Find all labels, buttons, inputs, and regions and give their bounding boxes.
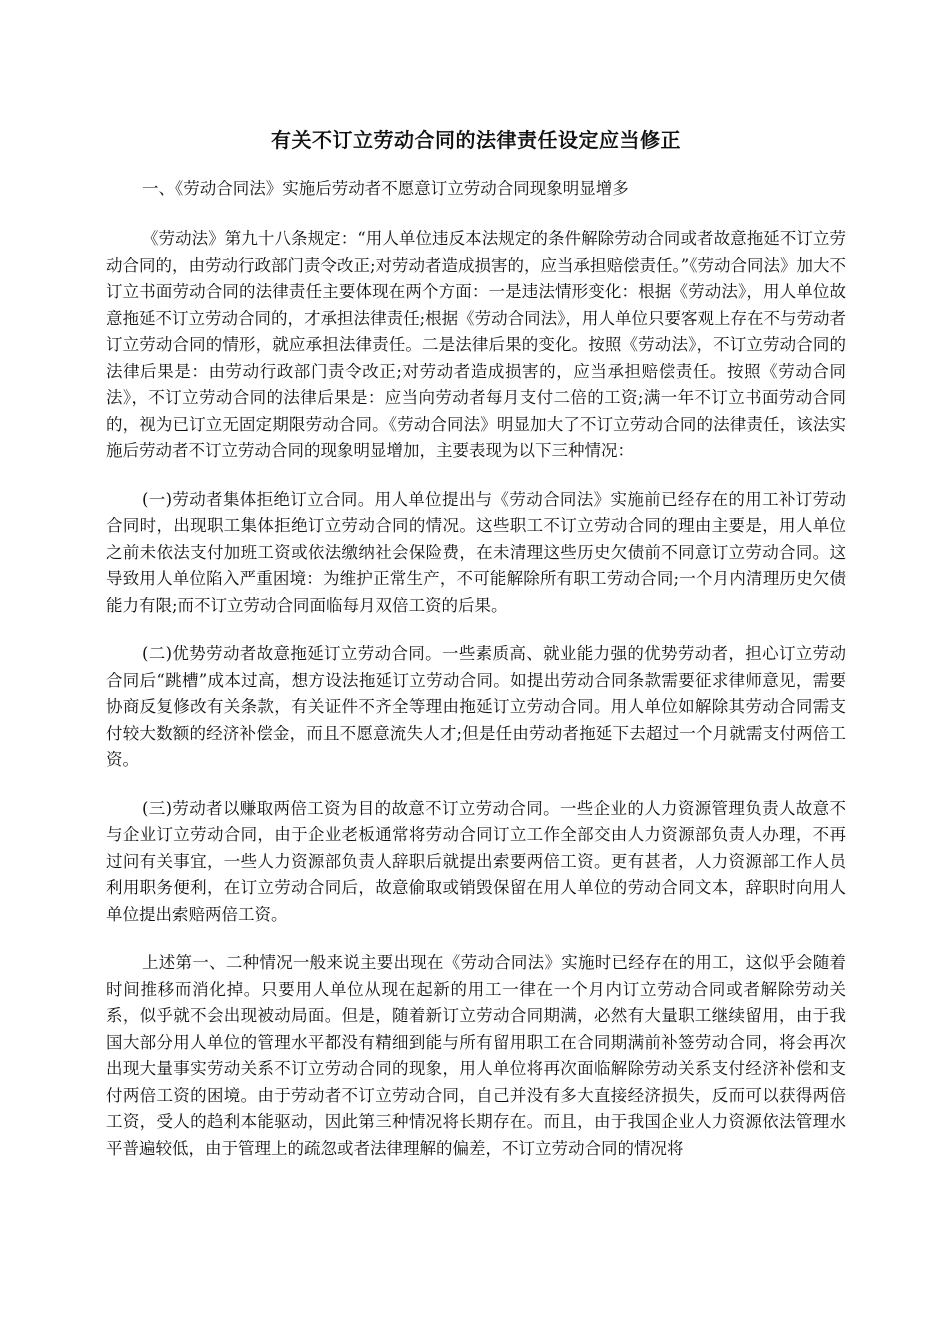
- paragraph-5: 上述第一、二种情况一般来说主要出现在《劳动合同法》实施时已经存在的用工，这似乎会随着时间推移而消化掉。只要用人单位从现在起新的用工一律在一个月内订立劳动合同或者解除劳动关系，似乎就不会出现被动局面。但是，随着新订立劳动合同期满，必然有大量职工继续留用，由于我国大部分用人单位的管理水平都没有精细到能与所有留用职工在合同期满前补签劳动合同，将会再次出现大量事实劳动关系不订立劳动合同的现象，用人单位将再次面临解除劳动关系支付经济补偿和支付两倍工资的困境。由于劳动者不订立劳动合同，自己并没有多大直接经济损失，反而可以获得两倍工资，受人的趋利本能驱动，因此第三种情况将长期存在。而且，由于我国企业人力资源依法管理水平普遍较低，由于管理上的疏忽或者法律理解的偏差，不订立劳动合同的情况将: [106, 953, 846, 1158]
- document-title: 有关不订立劳动合同的法律责任设定应当修正: [271, 128, 681, 152]
- paragraph-3: (二)优势劳动者故意拖延订立劳动合同。一些素质高、就业能力强的优势劳动者，担心订立劳动合同后“跳槽”成本过高，想方设法拖延订立劳动合同。如提出劳动合同条款需要征求律师意见，需要协商反复修改有关条款，有关证件不齐全等理由拖延订立劳动合同。用人单位如解除其劳动合同需支付较大数额的经济补偿金，而且不愿意流失人才;但是任由劳动者拖延下去超过一个月就需支付两倍工资。: [106, 644, 846, 769]
- document-body: [106, 122, 846, 1162]
- paragraph-2: (一)劳动者集体拒绝订立合同。用人单位提出与《劳动合同法》实施前已经存在的用工补订劳动合同时，出现职工集体拒绝订立劳动合同的情况。这些职工不订立劳动合同的理由主要是，用人单位之前未依法支付加班工资或依法缴纳社会保险费，在未清理这些历史欠债前不同意订立劳动合同。这导致用人单位陷入严重困境：为维护正常生产，不可能解除所有职工劳动合同;一个月内清理历史欠债能力有限;而不订立劳动合同面临每月双倍工资的后果。: [106, 489, 846, 615]
- paragraph-1: 《劳动法》第九十八条规定：“用人单位违反本法规定的条件解除劳动合同或者故意拖延不订立劳动合同的，由劳动行政部门责令改正;对劳动者造成损害的，应当承担赔偿责任。”《劳动合同法》加大不订立书面劳动合同的法律责任主要体现在两个方面：一是违法情形变化：根据《劳动法》，用人单位故意拖延不订立劳动合同的，才承担法律责任;根据《劳动合同法》，用人单位只要客观上存在不与劳动者订立劳动合同的情形，就应承担法律责任。二是法律后果的变化。按照《劳动法》，不订立劳动合同的法律后果是：由劳动行政部门责令改正;对劳动者造成损害的，应当承担赔偿责任。按照《劳动合同法》，不订立劳动合同的法律后果是：应当向劳动者每月支付二倍的工资;满一年不订立书面劳动合同的，视为已订立无固定期限劳动合同。《劳动合同法》明显加大了不订立劳动合同的法律责任，该法实施后劳动者不订立劳动合同的现象明显增加，主要表现为以下三种情况：: [106, 229, 846, 460]
- paragraph-4: (三)劳动者以赚取两倍工资为目的故意不订立劳动合同。一些企业的人力资源管理负责人故意不与企业订立劳动合同，由于企业老板通常将劳动合同订立工作全部交由人力资源部负责人办理，不再过问有关事宜，一些人力资源部负责人辞职后就提出索要两倍工资。更有甚者，人力资源部工作人员利用职务便利，在订立劳动合同后，故意偷取或销毁保留在用人单位的劳动合同文本，辞职时向用人单位提出索赔两倍工资。: [106, 798, 846, 924]
- section-heading: 一、《劳动合同法》实施后劳动者不愿意订立劳动合同现象明显增多: [142, 179, 629, 198]
